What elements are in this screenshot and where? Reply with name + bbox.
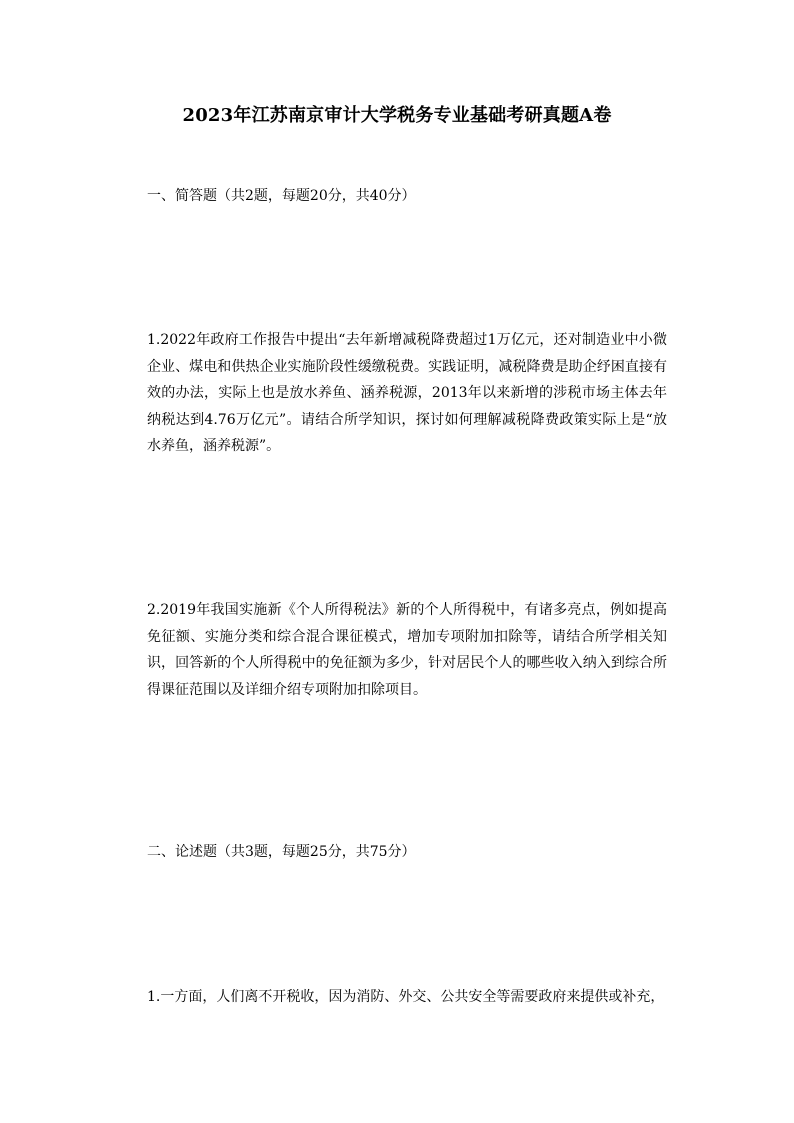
document-title: 2023年江苏南京审计大学税务专业基础考研真题A卷 [182,105,612,126]
question-2-1 [147,984,667,1011]
question-text: 1.2022年政府工作报告中提出“去年新增减税降费超过1万亿元，还对制造业中小微企业、煤电和供热企业实施阶段性缓缴税费。实践证明，减税降费是助企纾困直接有效的办法，实际上也是放水养鱼、涵养税源，2013年以来新增的涉税市场主体去年纳税达到4.76万亿元”。请结合所学知识，探讨如何理解减税降费政策实际上是“放水养鱼，涵养税源”。 [147,332,667,454]
section-heading-essay: 二、论述题（共3题，每题25分，共75分） [147,844,416,860]
question-text: 1.一方面，人们离不开税收，因为消防、外交、公共安全等需要政府来提供或补充， [147,989,665,1005]
question-1-1 [147,327,667,460]
question-text: 2.2019年我国实施新《个人所得税法》新的个人所得税中，有诸多亮点，例如提高免征额、实施分类和综合混合课征模式，增加专项附加扣除等，请结合所学相关知识，回答新的个人所得税中的免征额为多少，针对居民个人的哪些收入纳入到综合所得课征范围以及详细介绍专项附加扣除项目。 [147,602,667,698]
section-heading-short-answer: 一、简答题（共2题，每题20分，共40分） [147,188,416,204]
question-1-2 [147,597,667,703]
